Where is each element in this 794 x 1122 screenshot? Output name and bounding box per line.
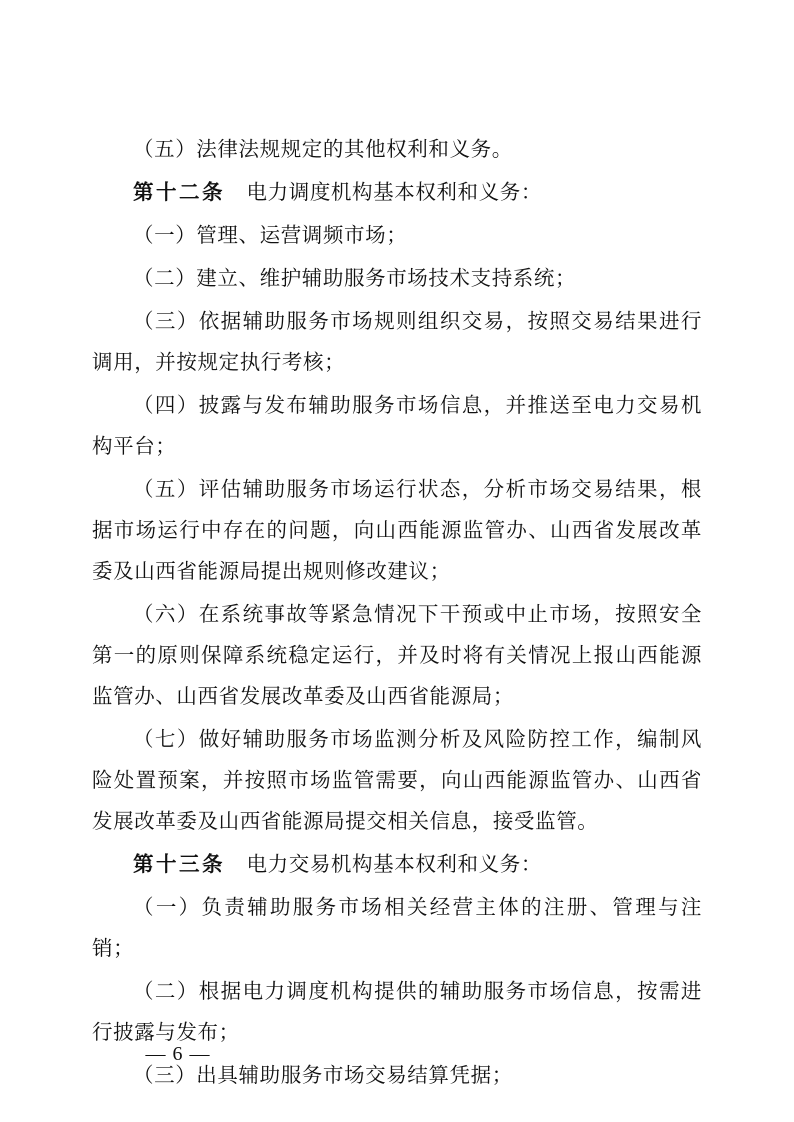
paragraph-item: （五）评估辅助服务市场运行状态，分析市场交易结果，根据市场运行中存在的问题，向山西能源监管办、山西省发展改革委及山西省能源局提出规则修改建议； <box>92 479 702 583</box>
article-text: 电力调度机构基本权利和义务： <box>246 182 542 204</box>
paragraph-item: （二）根据电力调度机构提供的辅助服务市场信息，按需进行披露与发布； <box>92 981 702 1044</box>
paragraph-item: （一）负责辅助服务市场相关经营主体的注册、管理与注销； <box>92 897 702 960</box>
paragraph-item: （四）披露与发布辅助服务市场信息，并推送至电力交易机构平台； <box>92 395 702 458</box>
paragraph-item: （六）在系统事故等紧急情况下干预或中止市场，按照安全第一的原则保障系统稳定运行，并及时将有关情况上报山西能源监管办、山西省发展改革委及山西省能源局； <box>92 604 702 708</box>
paragraph-item: （二）建立、维护辅助服务市场技术支持系统； <box>133 268 577 290</box>
paragraph-item: （三）出具辅助服务市场交易结算凭据； <box>133 1065 513 1087</box>
paragraph-item: （一）管理、运营调频市场； <box>133 225 408 247</box>
paragraph-article <box>92 173 702 214</box>
page-number-label: — 6 — <box>145 1043 211 1065</box>
article-heading: 第十二条 <box>133 182 225 204</box>
page-number <box>0 1043 794 1066</box>
paragraph-item: （五）法律法规规定的其他权利和义务。 <box>133 139 513 161</box>
paragraph-item: （七）做好辅助服务市场监测分析及风险防控工作，编制风险处置预案，并按照市场监管需要，向山西能源监管办、山西省发展改革委及山西省能源局提交相关信息，接受监管。 <box>92 729 702 833</box>
paragraph-item: （三）依据辅助服务市场规则组织交易，按照交易结果进行调用，并按规定执行考核； <box>92 311 702 374</box>
document-body <box>92 130 702 1097</box>
paragraph-article <box>92 845 702 886</box>
article-text: 电力交易机构基本权利和义务： <box>246 854 542 876</box>
article-heading: 第十三条 <box>133 854 225 876</box>
